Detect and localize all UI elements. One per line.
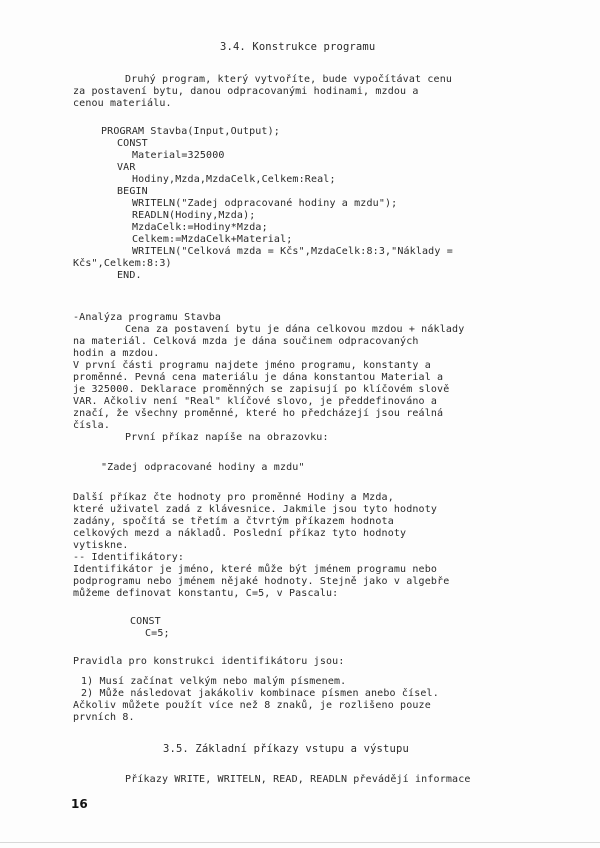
code-line-6: BEGIN	[117, 186, 148, 197]
analysis-line-7: je 325000. Deklarace proměnných se zapisují po klíčovém slově	[73, 384, 450, 395]
intro-line-3: cenou materiálu.	[73, 98, 172, 109]
paragraph-line-8: podprogramu nebo jménem nějaké hodnoty. Stejně jako v algebře	[73, 576, 450, 587]
rule-2: 2) Může následovat jakákoliv kombinace písmen anebo čísel.	[81, 688, 439, 699]
paragraph-line-4: celkových mezd a nákladů. Poslední příkaz tyto hodnoty	[73, 528, 407, 539]
rule-1: 1) Musí začínat velkým nebo malým písmenem.	[81, 676, 347, 687]
analysis-line-4: hodin a mzdou.	[73, 348, 160, 359]
code-line-1: PROGRAM Stavba(Input,Output);	[101, 126, 280, 137]
code-line-11: WRITELN("Celková mzda = Kčs",MzdaCelk:8:3,"Náklady =	[132, 246, 453, 257]
code-line-7: WRITELN("Zadej odpracované hodiny a mzdu");	[132, 198, 398, 209]
paragraph-line-5: vytiskne.	[73, 540, 129, 551]
analysis-title: -Analýza programu Stavba	[73, 312, 222, 323]
code-line-13: END.	[117, 270, 142, 281]
page-number: 16	[71, 797, 88, 811]
code-line-4: VAR	[117, 162, 136, 173]
paragraph-line-7: Identifikátor je jméno, které může být jménem programu nebo	[73, 564, 438, 575]
analysis-line-11: První příkaz napíše na obrazovku:	[125, 432, 329, 443]
analysis-line-8: VAR. Ačkoliv není "Real" klíčové slovo, je předdefinováno a	[73, 396, 438, 407]
rule-note-line-1: Ačkoliv můžete použít více než 8 znaků, je rozlišeno pouze	[73, 700, 431, 711]
paragraph-line-9: můžeme definovat konstantu, C=5, v Pascalu:	[73, 588, 339, 599]
const-example-line-2: C=5;	[145, 628, 170, 639]
code-line-8: READLN(Hodiny,Mzda);	[132, 210, 256, 221]
code-line-5: Hodiny,Mzda,MzdaCelk,Celkem:Real;	[132, 174, 336, 185]
code-line-10: Celkem:=MzdaCelk+Material;	[132, 234, 293, 245]
bottom-rule	[0, 842, 600, 843]
code-line-2: CONST	[117, 138, 148, 149]
quoted-output: "Zadej odpracované hodiny a mzdu"	[101, 462, 305, 473]
paragraph-line-2: které uživatel zadá z klávesnice. Jakmile jsou tyto hodnoty	[73, 504, 438, 515]
code-line-3: Material=325000	[132, 150, 225, 161]
analysis-line-10: čísla.	[73, 420, 111, 431]
paragraph-line-1: Další příkaz čte hodnoty pro proměnné Hodiny a Mzda,	[73, 492, 394, 503]
const-example-line-1: CONST	[130, 616, 161, 627]
code-line-12: Kčs",Celkem:8:3)	[73, 258, 172, 269]
analysis-line-5: V první části programu najdete jméno programu, konstanty a	[73, 360, 431, 371]
analysis-line-3: na materiál. Celková mzda je dána součinem odpracovaných	[73, 336, 419, 347]
identifiers-title: -- Identifikátory:	[73, 552, 185, 563]
intro-line-1: Druhý program, který vytvoříte, bude vypočítávat cenu	[125, 74, 453, 85]
final-line: Příkazy WRITE, WRITELN, READ, READLN převádějí informace	[125, 774, 471, 785]
section-heading-2: 3.5. Základní příkazy vstupu a výstupu	[163, 743, 409, 755]
analysis-line-2: Cena za postavení bytu je dána celkovou mzdou + náklady	[125, 324, 465, 335]
rule-note-line-2: prvních 8.	[73, 712, 135, 723]
intro-line-2: za postavení bytu, danou odpracovanými hodinami, mzdou a	[73, 86, 419, 97]
analysis-line-9: značí, že všechny proměnné, které ho předcházejí jsou reálná	[73, 408, 444, 419]
rules-intro: Pravidla pro konstrukci identifikátoru jsou:	[73, 656, 345, 667]
analysis-line-6: proměnné. Pevná cena materiálu je dána konstantou Material a	[73, 372, 444, 383]
paragraph-line-3: zadány, spočítá se třetím a čtvrtým příkazem hodnota	[73, 516, 394, 527]
code-line-9: MzdaCelk:=Hodiny*Mzda;	[132, 222, 268, 233]
section-heading: 3.4. Konstrukce programu	[220, 41, 376, 53]
